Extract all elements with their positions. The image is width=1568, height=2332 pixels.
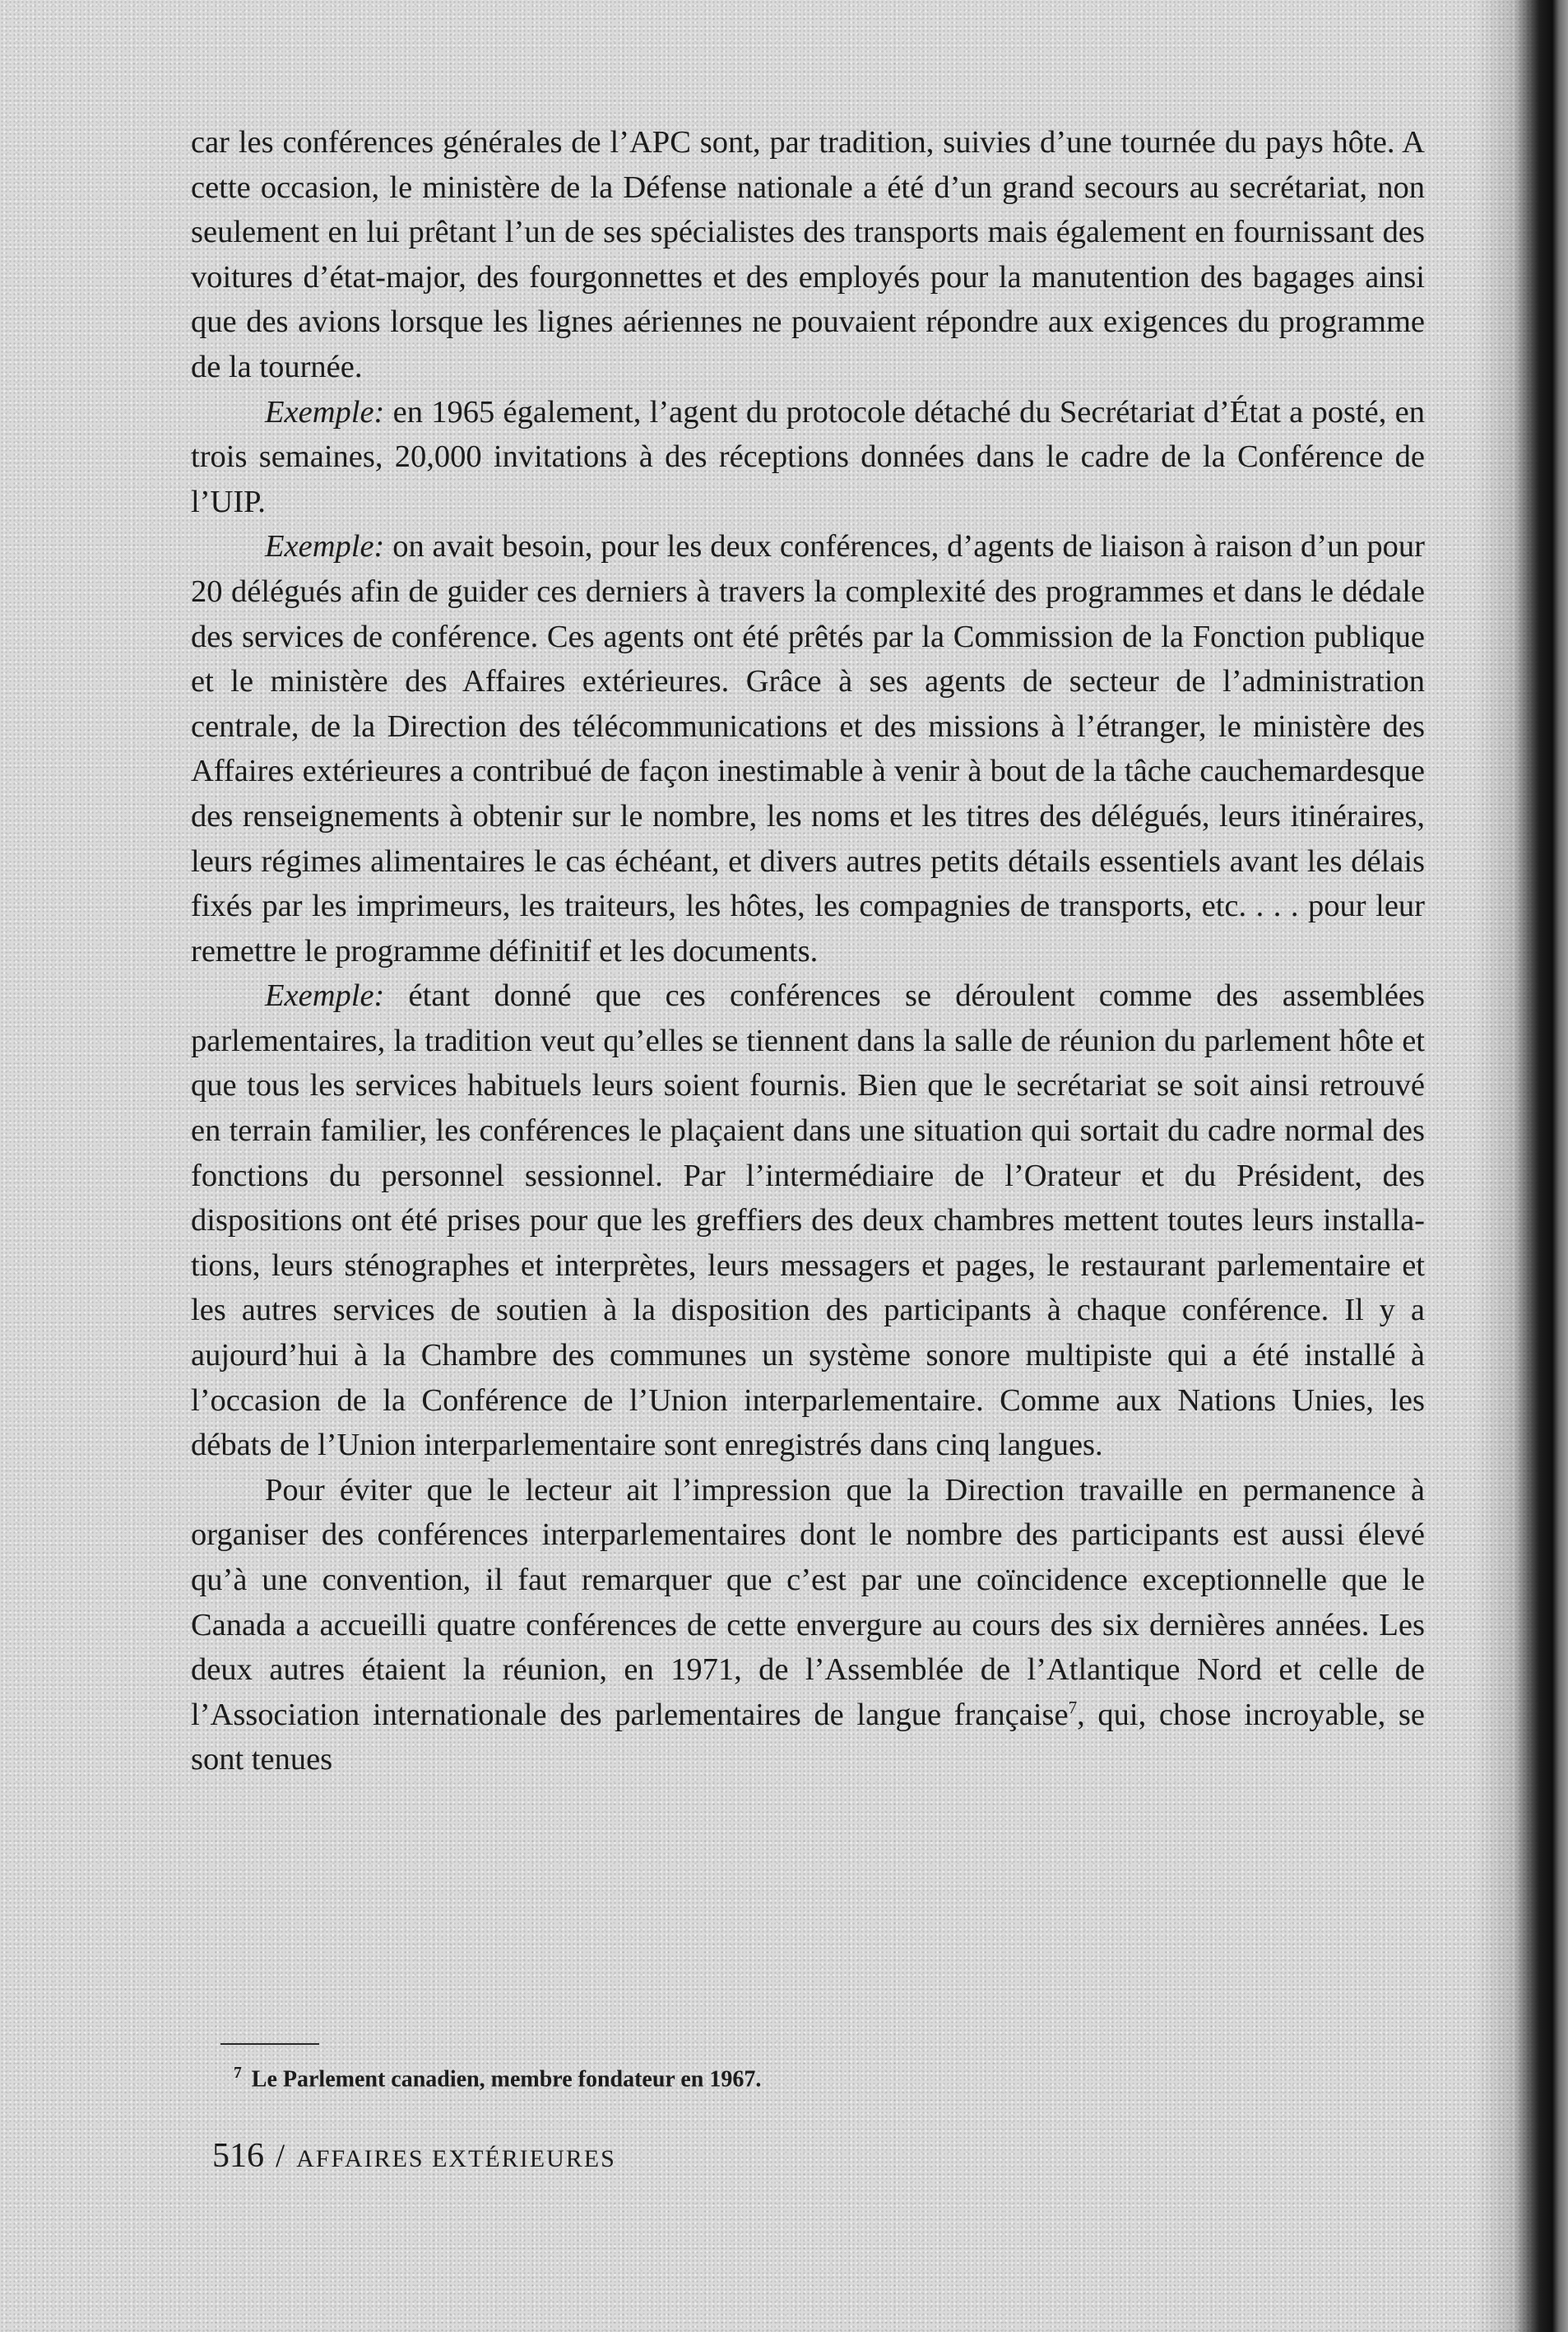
footnote-number: 7 [234, 2065, 242, 2082]
example-label: Exemple: [265, 978, 385, 1014]
footnote-text: Le Parlement canadien, membre fondateur en 1967. [251, 2066, 762, 2093]
book-spine-shadow [1473, 0, 1568, 2332]
example-label: Exemple: [265, 394, 385, 430]
paragraph-1 [191, 120, 1425, 390]
footnote [234, 2059, 1303, 2094]
paragraph-text: Pour éviter que le lecteur ait l’impression que la Direction travaille en permanence à organiser des conférences interparlementaires dont le nombre des participants est aussi élevé qu’à une convention, il faut remarquer que c’est par une coïncidence exceptionnelle que le Canada a accueilli quatre conférences de cette envergure au cours des six dernières années. Les deux autres étaient la réunion, en 1971, de l’Assemblée de l’Atlantique Nord et celle de l’Association internationale des parlementaires de langue française [191, 1472, 1425, 1732]
footer-separator: / [276, 2137, 285, 2174]
paragraph-text: étant donné que ces conférences se déroulent comme des assemblées parlementaires, la tradition veut qu’elles se tiennent dans la salle de réunion du parlement hôte et que tous les services habituels leurs soient fournis. Bien que le secrétariat se soit ainsi retrouvé en terrain familier, les conférences le plaçaient dans une situation qui sortait du cadre normal des fonctions du personnel sessionnel. Par l’intermédiaire de l’Orateur et du Président, des dispositions ont été prises pour que les greffiers des deux chambres mettent toutes leurs installations, leurs sténographes et interprètes, leurs messagers et pages, le restaurant parlementaire et les autres services de soutien à la disposition des participants à chaque conférence. Il y a aujourd’hui à la Chambre des communes un système sonore multipiste qui a été installé à l’occasion de la Conférence de l’Union interparlementaire. Comme aux Nations Unies, les débats de l’Union interparlementaire sont enregistrés dans cinq langues. [191, 978, 1425, 1463]
paragraph-text: on avait besoin, pour les deux conférences, d’agents de liaison à raison d’un pour 20 délégués afin de guider ces derniers à travers la complexité des programmes et dans le dédale des services de conférence. Ces agents ont été prêtés par la Commission de la Fonction publique et le ministère des Affaires extérieures. Grâce à ses agents de secteur de l’administration centrale, de la Direction des télécommunications et des missions à l’étranger, le ministère des Affaires extérieures a contribué de façon inestimable à venir à bout de la tâche cauchemardesque des renseignements à obtenir sur le nombre, les noms et les titres des délégués, leurs itinéraires, leurs régimes alimentaires le cas échéant, et divers autres petits détails essentiels avant les délais fixés par les imprimeurs, les traiteurs, les hôtes, les compagnies de transports, etc. . . . pour leur remettre le programme définitif et les documents. [191, 529, 1425, 969]
paragraph-text: en 1965 également, l’agent du protocole détaché du Secrétariat d’État a posté, en trois semaines, 20,000 invitations à des réceptions données dans le cadre de la Conférence de l’UIP. [191, 394, 1425, 519]
paragraph-text-tail: , qui, chose incroyable, se sont tenues [191, 1697, 1426, 1777]
paragraph-3 [191, 524, 1425, 973]
page-number: 516 [212, 2137, 264, 2175]
footnote-reference[interactable]: 7 [1068, 1697, 1078, 1717]
body-text [191, 120, 1425, 1782]
paragraph-text: car les conférences générales de l’APC sont, par tradition, suivies d’une tournée du pays hôte. A cette occasion, le ministère de la Défense nationale a été d’un grand secours au secrétariat, non seulement en lui prêtant l’un de ses spécialistes des transports mais également en fournissant des voitures d’état-major, des fourgonnettes et des employés pour la manutention des bagages ainsi que des avions lorsque les lignes aériennes ne pouvaient répondre aux exigences du programme de la tournée. [191, 125, 1425, 384]
paragraph-5 [191, 1468, 1425, 1782]
example-label: Exemple: [265, 529, 385, 564]
footnote-divider [220, 2043, 319, 2045]
paragraph-4 [191, 973, 1425, 1468]
page-footer [212, 2136, 616, 2176]
paragraph-2 [191, 390, 1425, 525]
journal-title: AFFAIRES EXTÉRIEURES [296, 2145, 616, 2172]
